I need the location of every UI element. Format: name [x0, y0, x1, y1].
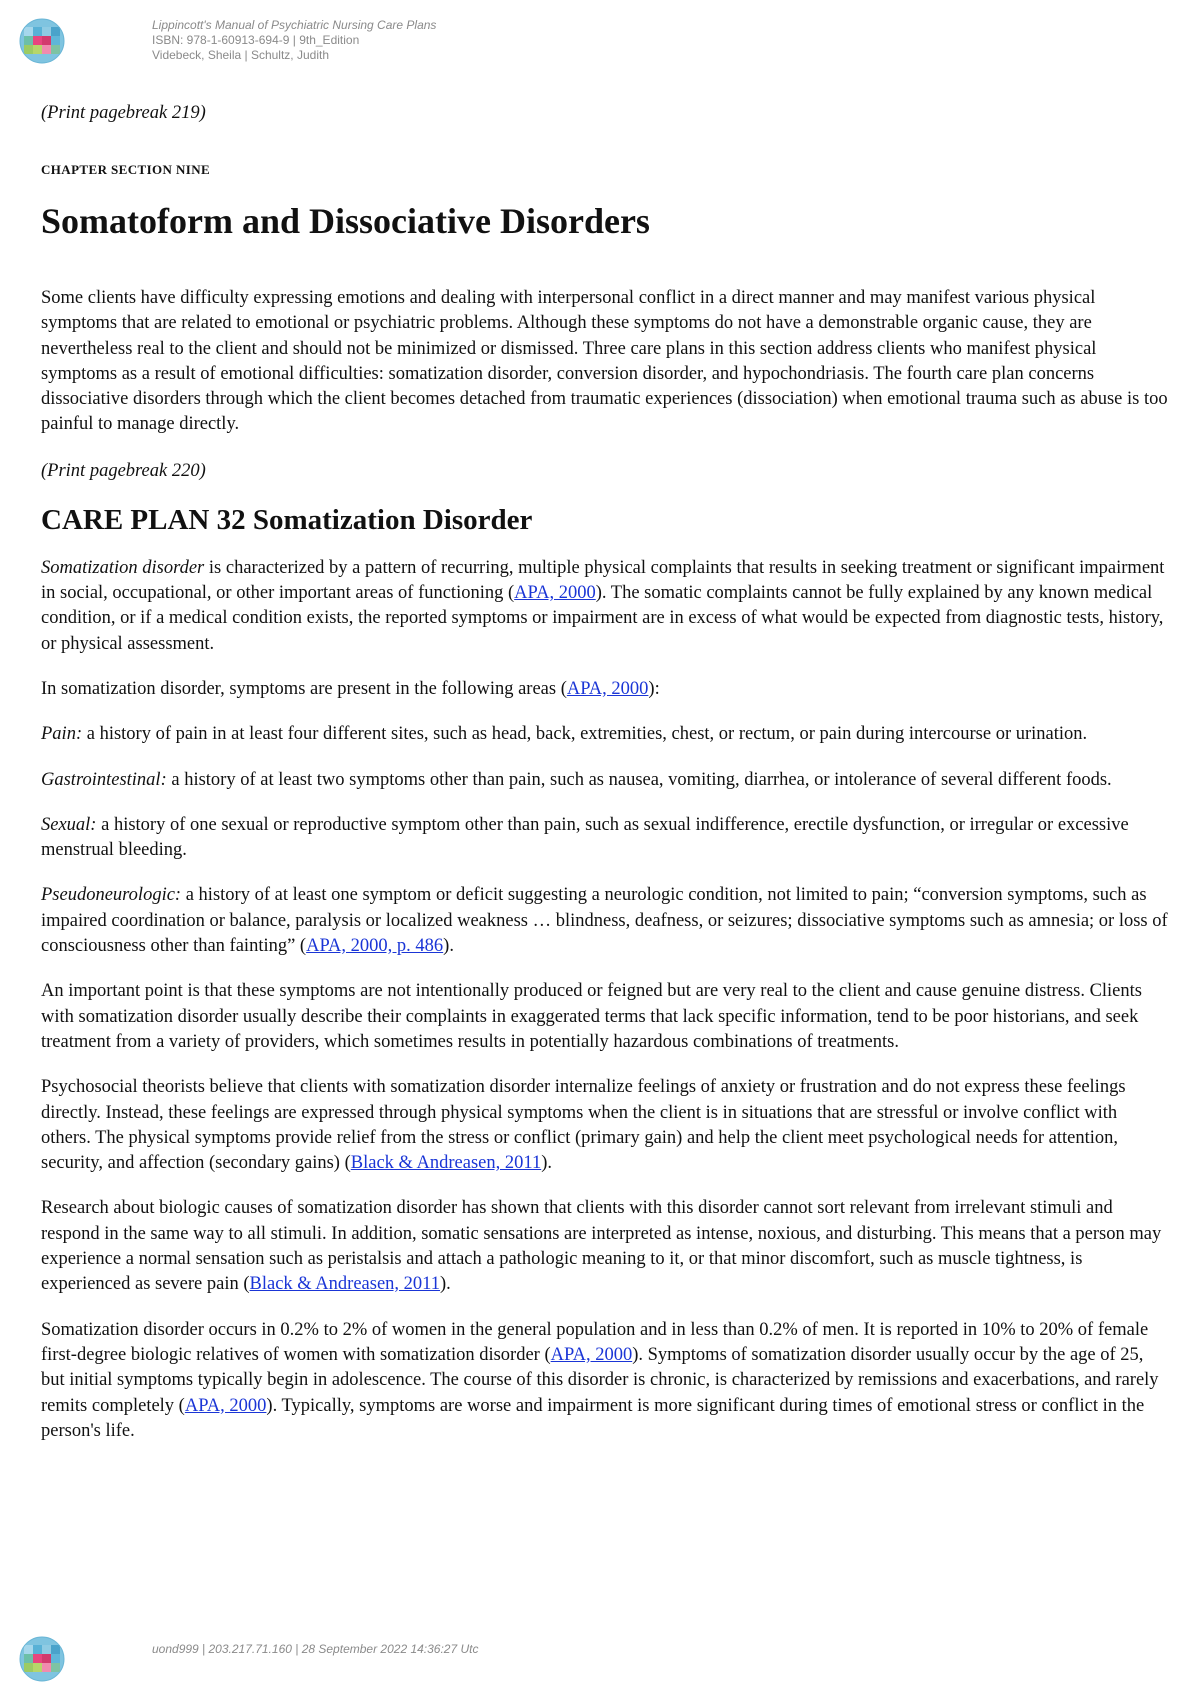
symptom-pain: [41, 722, 1171, 747]
definition-paragraph: [41, 556, 1171, 657]
chapter-title: Somatoform and Dissociative Disorders: [41, 201, 650, 241]
citation-link[interactable]: APA, 2000: [566, 678, 649, 699]
text: a history of at least one symptom or deficit suggesting a neurologic condition, not limited to pain; “conversion symptoms, such as impaired coordination or balance, paralysis or localized weakness … blindness, deafness, or seizures; dissociative symptoms such as amnesia; or loss of consciousness other than fainting” (: [41, 885, 1168, 957]
text: In somatization disorder, symptoms are present in the following areas (: [41, 678, 567, 699]
isbn-line: ISBN: 978-1-60913-694-9 | 9th_Edition: [152, 33, 360, 47]
term: Somatization disorder: [41, 557, 205, 578]
text: ). Typically, symptoms are worse and impairment is more significant during times of emotional stress or conflict in the person's life.: [41, 1395, 1145, 1441]
citation-link[interactable]: APA, 2000: [184, 1395, 267, 1416]
text: a history of one sexual or reproductive symptom other than pain, such as sexual indifference, erectile dysfunction, or irregular or excessive menstrual bleeding.: [41, 814, 1129, 861]
intro-paragraph: Some clients have difficulty expressing emotions and dealing with interpersonal conflict in a direct manner and may manifest various physical symptoms that are related to emotional or psychiatric problems. Although these symptoms do not have a demonstrable organic cause, they are nevertheless real to the client and should not be minimized or dismissed. Three care plans in this section address clients who manifest physical symptoms as a result of emotional difficulties: somatization disorder, conversion disorder, and hypochondriasis. The fourth care plan concerns dissociative disorders through which the client becomes detached from traumatic experiences (dissociation) when emotional trauma such as abuse is too painful to manage directly.: [41, 288, 1168, 435]
text: is characterized by a pattern of recurring, multiple physical complaints that results in seeking treatment or significant impairment in social, occupational, or other important areas of functioning (: [41, 557, 1165, 604]
citation-link[interactable]: Black & Andreasen, 2011: [249, 1274, 440, 1295]
print-pagebreak-219: (Print pagebreak 219): [41, 103, 206, 123]
text: ). Symptoms of somatization disorder usually occur by the age of 25, but initial symptoms typically begin in adolescence. The course of this disorder is chronic, is characterized by remissions and exacerbations, and rarely remits completely (: [41, 1344, 1159, 1416]
text: ).: [443, 936, 454, 957]
document-footer: uond999 | 203.217.71.160 | 28 September 2022 14:36:27 Utc: [152, 1642, 479, 1656]
symptom-pseudoneurologic: [41, 883, 1171, 959]
text: ):: [648, 678, 660, 699]
document-header: [152, 18, 436, 63]
term: Gastrointestinal:: [41, 769, 167, 790]
text: ).: [439, 1274, 451, 1295]
citation-link[interactable]: APA, 2000: [514, 583, 596, 604]
text: Somatization disorder occurs in 0.2% to 2% of women in the general population and in less than 0.2% of men. It is reported in 10% to 20% of female first-degree biologic relatives of women with somatization disorder (: [41, 1319, 1149, 1365]
care-plan-title: CARE PLAN 32 Somatization Disorder: [41, 503, 533, 536]
psychosocial-paragraph: [41, 1075, 1171, 1176]
text: a history of pain in at least four different sites, such as head, back, extremities, chest, or rectum, or pain during intercourse or urination.: [82, 724, 1088, 745]
text: Research about biologic causes of somatization disorder has shown that clients with this disorder cannot sort relevant from irrelevant stimuli and respond in the same way to all stimuli. In addition, somatic sensations are interpreted as intense, noxious, and disturbing. This means that a person may experience a normal sensation such as peristalsis and attach a pathologic meaning to it, or that minor discomfort, such as muscle tightness, is experienced as severe pain (: [41, 1198, 1162, 1295]
symptom-gastrointestinal: [41, 768, 1171, 793]
important-point-paragraph: An important point is that these symptoms are not intentionally produced or feigned but are very real to the client and cause genuine distress. Clients with somatization disorder usually describe their complaints in exaggerated terms that lack specific information, tend to be poor historians, and seek treatment from a variety of providers, which sometimes results in potentially hazardous combinations of treatments.: [41, 981, 1142, 1052]
biologic-research-paragraph: [41, 1196, 1171, 1297]
page-content: [41, 100, 1171, 1464]
text: a history of at least two symptoms other than pain, such as nausea, vomiting, diarrhea, or intolerance of several different foods.: [166, 769, 1112, 790]
citation-link[interactable]: APA, 2000: [550, 1344, 633, 1365]
text: ). The somatic complaints cannot be fully explained by any known medical condition, or if a medical condition exists, the reported symptoms or impairment are in excess of what would be expected from diagnostic tests, history, or physical assessment.: [41, 583, 1164, 654]
authors-line: Videbeck, Sheila | Schultz, Judith: [152, 48, 329, 62]
prevalence-paragraph: [41, 1318, 1171, 1444]
term: Sexual:: [41, 814, 97, 835]
print-pagebreak-220: (Print pagebreak 220): [41, 460, 206, 481]
publisher-logo-icon: [19, 18, 65, 64]
text: Psychosocial theorists believe that clients with somatization disorder internalize feelings of anxiety or frustration and do not express these feelings directly. Instead, these feelings are expressed through physical symptoms when the client is in situations that are stressful or involve conflict with others. The physical symptoms provide relief from the stress or conflict (primary gain) and help the client meet psychological needs for attention, security, and affection (secondary gains) (: [41, 1077, 1126, 1174]
publisher-logo-icon: [19, 1636, 65, 1682]
symptoms-intro-paragraph: [41, 677, 1171, 702]
book-title: Lippincott's Manual of Psychiatric Nursing Care Plans: [152, 18, 437, 32]
citation-link[interactable]: Black & Andreasen, 2011: [350, 1153, 542, 1174]
chapter-section-label: CHAPTER SECTION NINE: [41, 162, 211, 177]
citation-link[interactable]: APA, 2000, p. 486: [306, 936, 444, 957]
symptom-sexual: [41, 813, 1171, 864]
term: Pseudoneurologic:: [41, 885, 182, 906]
text: ).: [541, 1153, 552, 1174]
term: Pain:: [41, 724, 83, 745]
